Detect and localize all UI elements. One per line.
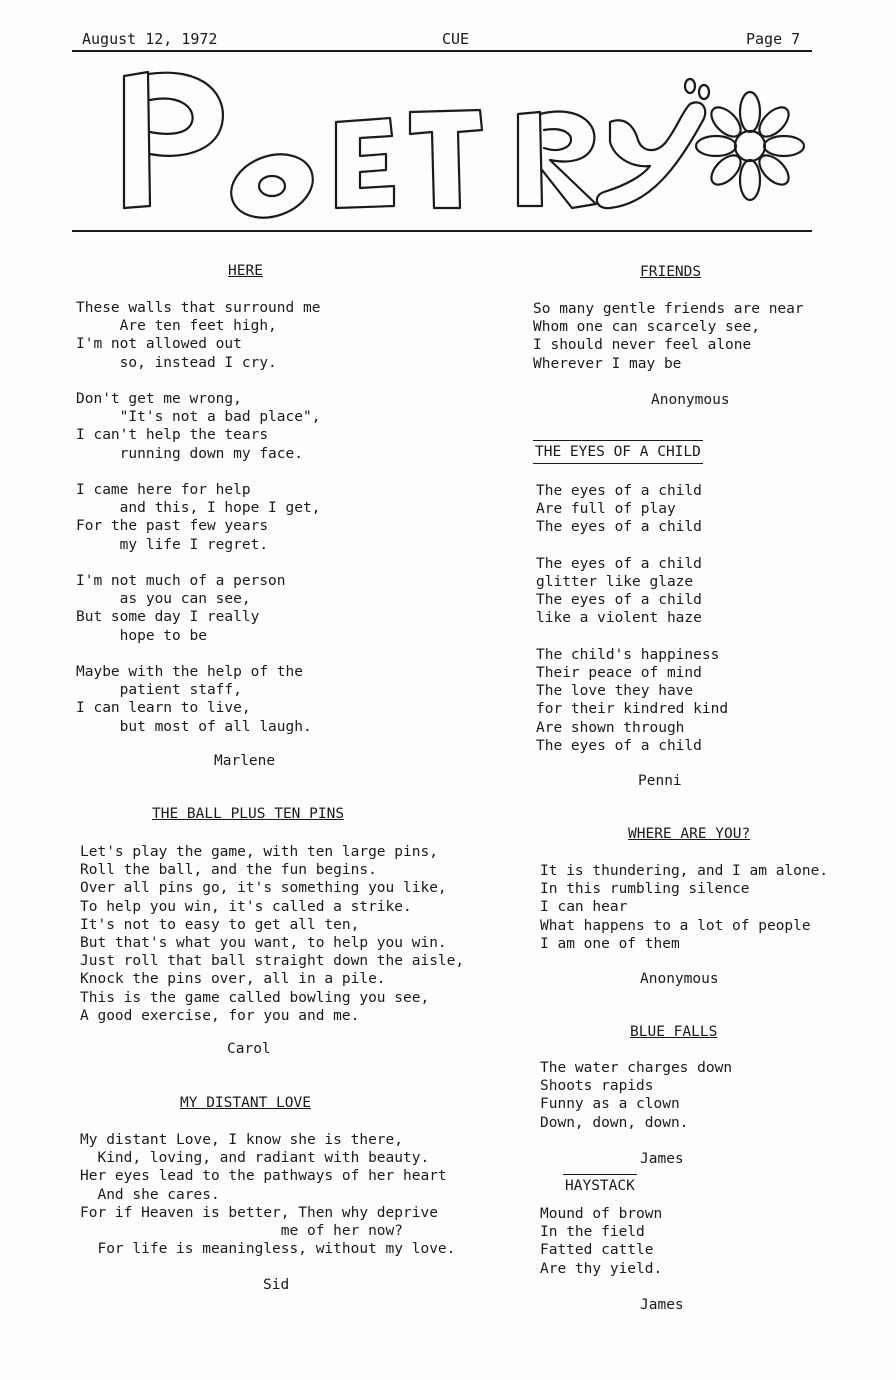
poem-line: My distant Love, I know she is there, (80, 1132, 404, 1148)
poem-line: Don't get me wrong, (76, 391, 242, 408)
poem-line: I can hear (540, 899, 628, 916)
poem-line (536, 537, 728, 555)
poem-eyes-title: THE EYES OF A CHILD (533, 440, 703, 464)
poem-line: Mound of brown (540, 1206, 663, 1222)
poem-line: For the past few years (76, 518, 269, 535)
poem-hay-title: HAYSTACK (563, 1174, 637, 1197)
poem-line: For if Heaven is better, Then why deprive (80, 1204, 438, 1221)
poem-ball-title: THE BALL PLUS TEN PINS (152, 806, 345, 822)
poetry-banner (110, 56, 815, 224)
poem-line: Kind, loving, and radiant with beauty. (80, 1150, 430, 1167)
poem-here-author: Marlene (214, 753, 276, 769)
poem-line: "It's not a bad place", (76, 409, 321, 426)
poem-line: patient staff, (76, 682, 242, 699)
poem-line: I can learn to live, (76, 700, 251, 717)
poem-hay-body (540, 1205, 662, 1278)
poem-line: Are shown through (536, 719, 685, 736)
poem-hay-author: James (640, 1297, 684, 1313)
poem-line: The eyes of a child (536, 592, 702, 609)
poem-line: To help you win, it's called a strike. (80, 898, 412, 915)
issue-date: August 12, 1972 (82, 30, 218, 48)
poem-line: Shoots rapids (540, 1078, 654, 1095)
poem-line: Whom one can scarcely see, (533, 319, 760, 336)
poem-here-body (76, 299, 320, 736)
poem-love-body (80, 1131, 455, 1258)
poem-line: running down my face. (76, 445, 303, 462)
poem-line: I am one of them (540, 935, 680, 952)
poem-ball-author: Carol (227, 1041, 271, 1057)
poem-friends-title: FRIENDS (640, 264, 702, 280)
poem-line: But some day I really (76, 609, 260, 626)
poem-line: For life is meaningless, without my love. (80, 1241, 456, 1258)
poem-where-title: WHERE ARE YOU? (628, 826, 751, 842)
poem-line: It is thundering, and I am alone. (540, 863, 829, 879)
poem-blue-body (540, 1059, 732, 1132)
poem-line: Roll the ball, and the fun begins. (80, 862, 377, 879)
poem-line: as you can see, (76, 591, 251, 608)
poem-line: The love they have (536, 683, 694, 700)
poem-line (76, 372, 320, 390)
poem-line: And she cares. (80, 1186, 220, 1203)
poem-line: It's not to easy to get all ten, (80, 916, 360, 933)
poem-line: I'm not much of a person (76, 573, 286, 590)
poem-line (536, 628, 728, 646)
poem-line: The eyes of a child (536, 483, 702, 499)
poem-line: I should never feel alone (533, 337, 752, 354)
poem-line: The child's happiness (536, 646, 720, 663)
poem-line: What happens to a lot of people (540, 917, 811, 934)
poem-friends-body (533, 300, 804, 373)
poem-line: But that's what you want, to help you win. (80, 935, 447, 952)
poem-line: This is the game called bowling you see, (80, 989, 430, 1006)
poem-line: I came here for help (76, 482, 251, 499)
poem-friends-author: Anonymous (651, 392, 730, 408)
poem-line: Are ten feet high, (76, 318, 277, 335)
poem-line: In this rumbling silence (540, 881, 750, 898)
poem-line: Her eyes lead to the pathways of her heart (80, 1168, 447, 1185)
poem-line: Just roll that ball straight down the aisle, (80, 953, 465, 970)
poem-line: Down, down, down. (540, 1114, 689, 1131)
poem-line: The eyes of a child (536, 555, 702, 572)
poem-eyes-body (536, 482, 728, 755)
poem-line (76, 554, 320, 572)
poem-line: like a violent haze (536, 610, 702, 627)
poem-line: for their kindred kind (536, 701, 729, 718)
poem-line: I'm not allowed out (76, 336, 242, 353)
poem-line: Fatted cattle (540, 1242, 654, 1259)
poem-line (76, 645, 320, 663)
poem-line: The eyes of a child (536, 737, 702, 754)
poem-line: but most of all laugh. (76, 718, 312, 735)
poem-eyes-author: Penni (638, 773, 682, 789)
poem-line: Their peace of mind (536, 665, 702, 682)
poem-ball-body (80, 843, 464, 1025)
poem-line: and this, I hope I get, (76, 500, 321, 517)
poem-where-author: Anonymous (640, 971, 719, 987)
poem-line (76, 463, 320, 481)
poem-line: so, instead I cry. (76, 354, 277, 371)
poem-line: The water charges down (540, 1060, 733, 1076)
poem-here-title: HERE (228, 263, 263, 279)
poem-line: So many gentle friends are near (533, 301, 804, 317)
banner-rule (72, 230, 812, 232)
poem-where-body (540, 862, 828, 953)
publication-name: CUE (442, 30, 470, 48)
poem-line: hope to be (76, 627, 207, 644)
poem-line: Are full of play (536, 501, 676, 518)
poem-line: Funny as a clown (540, 1096, 680, 1113)
poem-line: Maybe with the help of the (76, 664, 303, 681)
poem-line: These walls that surround me (76, 300, 321, 316)
poem-line: Let's play the game, with ten large pins, (80, 844, 438, 860)
poem-line: Are thy yield. (540, 1260, 663, 1277)
poem-line: In the field (540, 1224, 645, 1241)
poem-love-author: Sid (263, 1277, 290, 1293)
top-rule (72, 50, 812, 52)
page-number: Page 7 (746, 30, 801, 48)
poem-love-title: MY DISTANT LOVE (180, 1095, 311, 1111)
poem-line: Wherever I may be (533, 355, 682, 372)
poem-line: me of her now? (80, 1223, 404, 1240)
poem-line: Over all pins go, it's something you like, (80, 880, 447, 897)
poem-line: The eyes of a child (536, 519, 702, 536)
poem-line: A good exercise, for you and me. (80, 1007, 360, 1024)
poem-line: Knock the pins over, all in a pile. (80, 971, 386, 988)
poem-blue-author: James (640, 1151, 684, 1167)
poem-blue-title: BLUE FALLS (630, 1024, 718, 1040)
poem-line: I can't help the tears (76, 427, 269, 444)
poem-line: glitter like glaze (536, 574, 694, 591)
poem-line: my life I regret. (76, 536, 269, 553)
